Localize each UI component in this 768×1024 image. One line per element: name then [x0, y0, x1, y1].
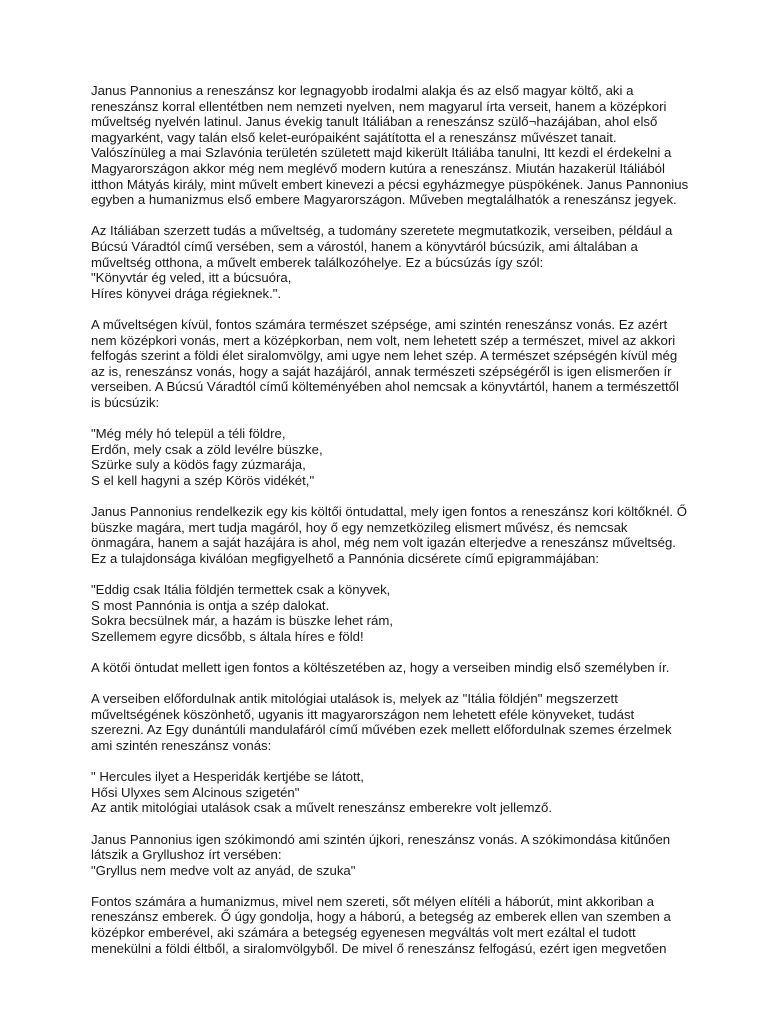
text-line: reneszánsz emberek. Ő úgy gondolja, hogy a háború, a betegség az emberek ellen van szemben a [91, 909, 671, 925]
text-line: önmagára, hanem a saját hazájára is ahol, még nem volt igazán elterjedve a reneszánsz műveltség. [91, 535, 676, 551]
text-line: Híres könyvei drága régieknek.". [91, 285, 282, 301]
paragraph [91, 691, 691, 753]
text-line: "Eddig csak Itália földjén termettek csak a könyvek, [91, 582, 391, 597]
paragraph [91, 317, 691, 411]
text-line: verseiben. A Búcsú Váradtól című költeményében ahol nemcsak a könyvtártól, hanem a természettől [91, 379, 679, 395]
text-line: nem középkori vonás, mert a középkorban, nem volt, nem lehetett szép a természet, mivel az akkori [91, 332, 676, 348]
paragraph [91, 832, 691, 879]
text-line: Szellemem egyre dicsőbb, s általa híres e föld! [91, 628, 364, 644]
text-line: műveltség nyelvén latinul. Janus évekig tanult Itáliában a reneszánsz szülő¬hazájában, ahol első [91, 114, 658, 130]
text-line: Az antik mitológiai utalások csak a művelt reneszánsz emberekre volt jellemző. [91, 800, 553, 816]
text-line: Az Itáliában szerzett tudás a műveltség, a tudomány szeretete megmutatkozik, verseiben, például a [91, 223, 673, 239]
text-line: "Még mély hó települ a téli földre, [91, 426, 286, 442]
paragraph [91, 769, 691, 816]
text-line: magyarként, vagy talán első kelet-európaiként sajátította el a reneszánsz művészet tanait. [91, 129, 617, 145]
text-line: A verseiben előfordulnak antik mitológiai utalások is, melyek az "Itália földjén" megszerzett [91, 691, 618, 707]
text-line: felfogás szerint a földi élet siralomvölgy, ami ugye nem lehet szép. A természet szépségén kívül még [91, 348, 678, 364]
paragraph [91, 504, 691, 566]
text-line: Janus Pannonius rendelkezik egy kis költői öntudattal, mely igen fontos a reneszánsz kori költőknél. Ő [91, 504, 687, 520]
text-line: "Könyvtár ég veled, itt a búcsuóra, [91, 270, 292, 286]
paragraph [91, 582, 691, 644]
text-line: műveltség otthona, a művelt emberek találkozóhelye. Ez a búcsúzás így szól: [91, 254, 544, 270]
paragraph [91, 426, 691, 488]
text-line: " Hercules ilyet a Hesperidák kertjébe se látott, [91, 769, 364, 785]
paragraph [91, 894, 691, 956]
text-line: műveltségének köszönhető, ugyanis itt magyarországon nem lehetett eféle könyveket, tudást [91, 706, 635, 722]
text-line: Szürke suly a ködös fagy zúzmarája, [91, 457, 306, 473]
text-line: szerezni. Az Egy dunántúli mandulafáról című művében ezek mellett előfordulnak szemes érzelmek [91, 722, 672, 738]
text-line: Erdőn, mely csak a zöld levélre büszke, [91, 441, 323, 457]
paragraph [91, 83, 691, 208]
text-line: S most Pannónia is ontja a szép dalokat. [91, 597, 330, 613]
text-line: Valószínüleg a mai Szlavónia területén született majd kikerült Itáliába tanulni, Itt kezdi el érdekelni a [91, 145, 672, 161]
text-line: büszke magára, mert tudja magáról, hoy ő egy nemzetközileg elismert művész, és nemcsak [91, 519, 628, 535]
text-line: "Gryllus nem medve volt az anyád, de szuka" [91, 862, 356, 878]
text-line: reneszánsz korral ellentétben nem nemzeti nyelven, nem magyarul írta verseit, hanem a középkori [91, 98, 667, 114]
text-line: Ez a tulajdonsága kiválóan megfigyelhető a Pannónia dicsérete című epigrammájában: [91, 550, 600, 566]
text-line: egyben a humanizmus első embere Magyarországon. Műveben megtalálhatók a reneszánsz jegyek. [91, 192, 677, 208]
text-line: Fontos számára a humanizmus, mivel nem szereti, sőt mélyen elítéli a háborút, mint akkoriban a [91, 893, 654, 909]
text-line: az is, reneszánsz vonás, hogy a saját hazájáról, annak természeti szépségéről is igen elismerően ír [91, 363, 672, 379]
text-line: középkor emberével, aki számára a betegség egyenesen megváltás volt mert ezáltal el tudott [91, 925, 636, 941]
text-line: S el kell hagyni a szép Körös vidékét," [91, 472, 315, 488]
text-line: Janus Pannonius a reneszánsz kor legnagyobb irodalmi alakja és az első magyar költő, aki a [91, 83, 634, 98]
text-line: Hősi Ulyxes sem Alcinous szigetén" [91, 784, 300, 800]
document-body [91, 83, 691, 972]
paragraph [91, 223, 691, 301]
text-line: A kötői öntudat mellett igen fontos a költészetében az, hogy a verseiben mindig első személyben ír. [91, 659, 670, 675]
text-line: Magyarországon akkor még nem meglévő modern kutúra a reneszánsz. Miután hazakerül Itáliából [91, 160, 665, 176]
paragraph [91, 660, 691, 676]
text-line: A műveltségen kívül, fontos számára természet szépsége, ami szintén reneszánsz vonás. Ez azért [91, 316, 668, 332]
text-line: itthon Mátyás király, mint művelt embert kinevezi a pécsi egyházmegye püspökének. Janus Pannonius [91, 176, 689, 192]
text-line: is búcsúzik: [91, 394, 160, 410]
text-line: Sokra becsülnek már, a hazám is büszke lehet rám, [91, 613, 393, 629]
text-line: ami szintén reneszánsz vonás: [91, 737, 272, 753]
text-line: látszik a Gryllushoz írt versében: [91, 847, 282, 863]
text-line: Janus Pannonius igen szókimondó ami szintén újkori, reneszánsz vonás. A szókimondása kitűnően [91, 831, 671, 847]
text-line: menekülni a földi éltből, a siralomvölgyből. De mivel ő reneszánsz felfogású, ezért igen megvetően [91, 940, 667, 956]
text-line: Búcsú Váradtól című versében, sem a várostól, hanem a könyvtáról búcsúzik, ami általában a [91, 238, 638, 254]
